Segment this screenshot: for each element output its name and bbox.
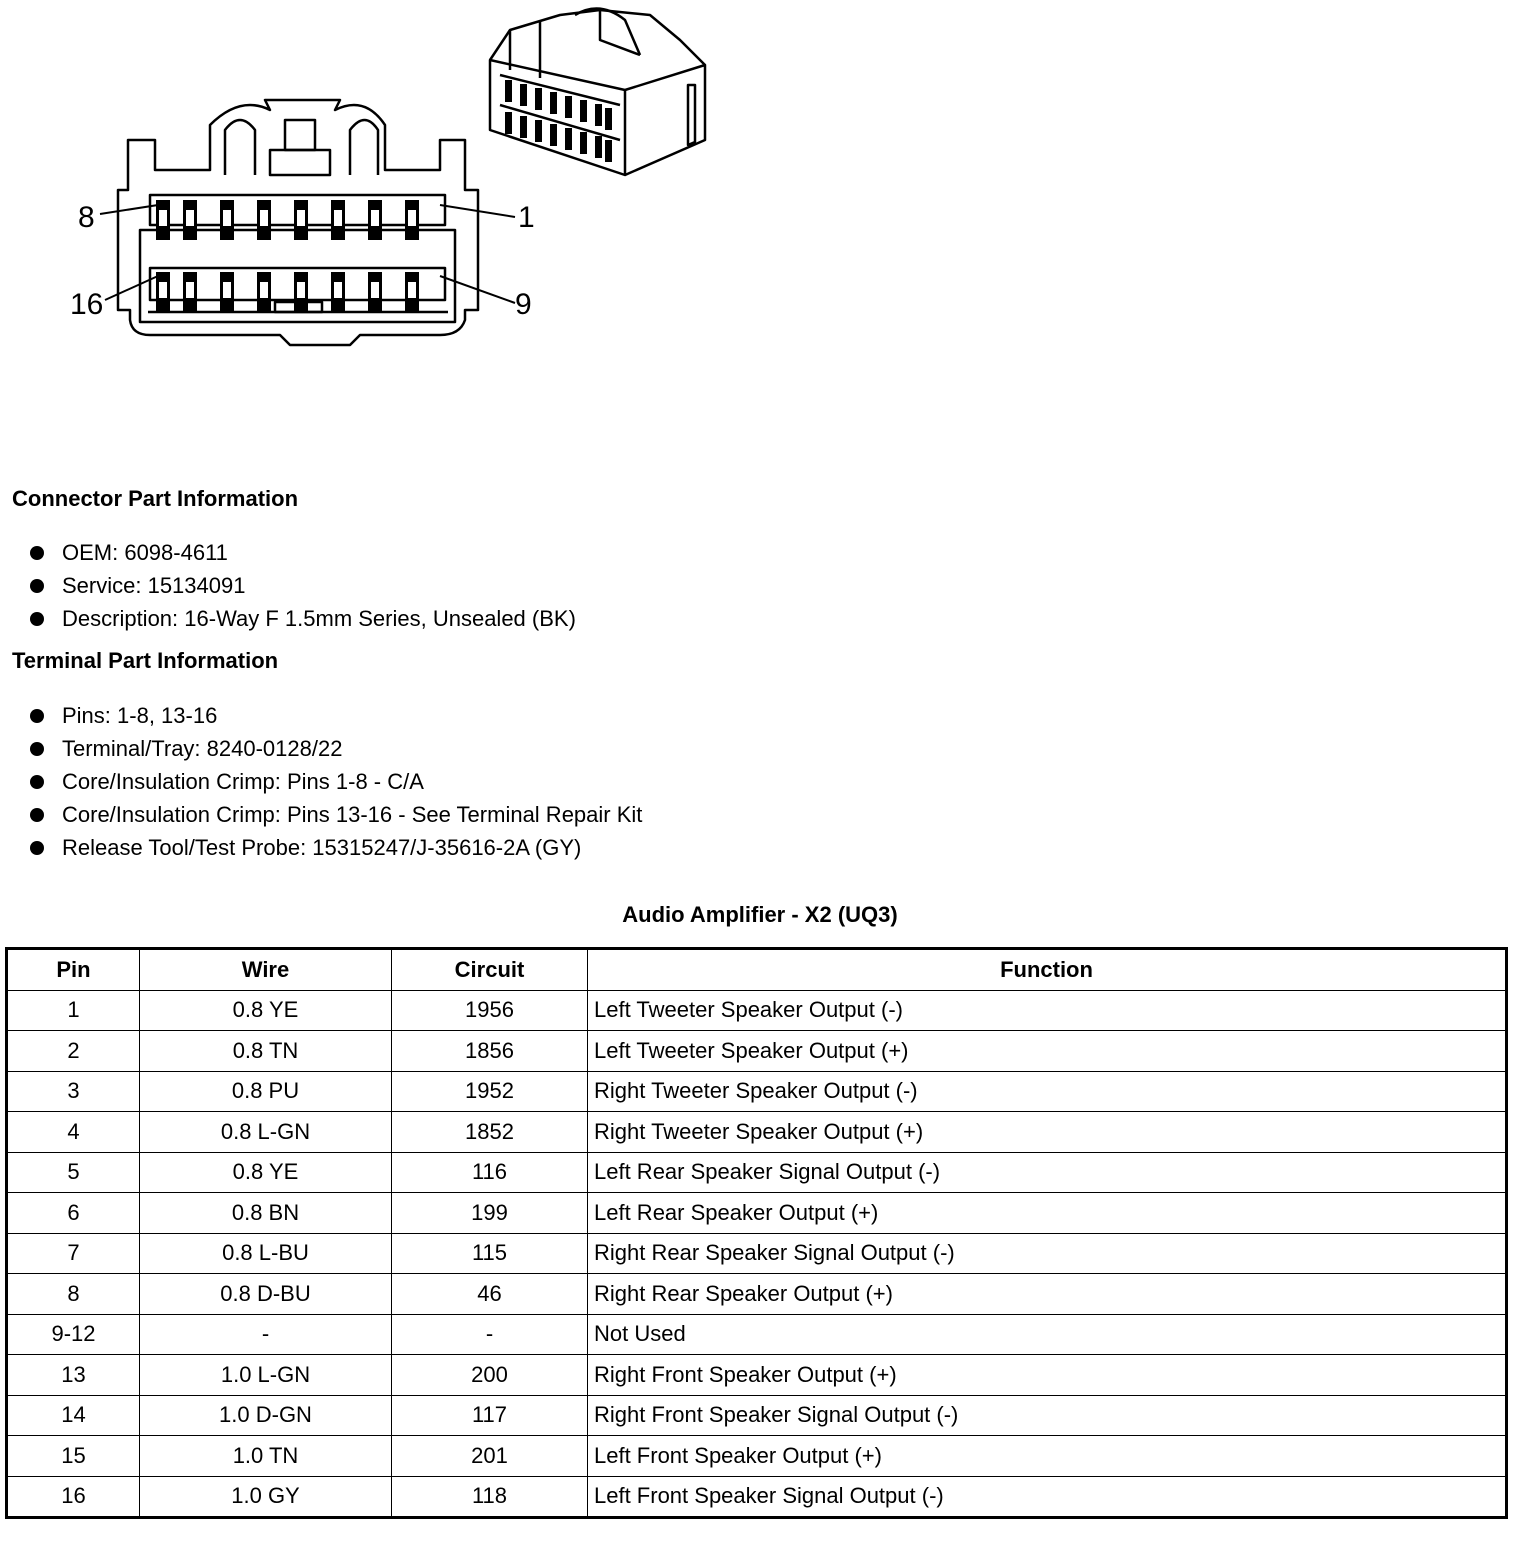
cell-function: Left Front Speaker Output (+) (588, 1436, 1507, 1477)
pin-label-16: 16 (70, 288, 104, 321)
cell-wire: 0.8 TN (140, 1031, 392, 1072)
table-row (7, 1193, 1507, 1234)
cell-pin: 2 (7, 1031, 140, 1072)
list-item: Terminal/Tray: 8240-0128/22 (30, 732, 642, 765)
table-row (7, 1233, 1507, 1274)
table-title: Audio Amplifier - X2 (UQ3) (622, 902, 898, 927)
cell-circuit: 199 (392, 1193, 588, 1234)
cell-circuit: 118 (392, 1476, 588, 1518)
cell-pin: 15 (7, 1436, 140, 1477)
cell-function: Not Used (588, 1314, 1507, 1355)
cell-circuit: 115 (392, 1233, 588, 1274)
cell-function: Right Front Speaker Signal Output (-) (588, 1395, 1507, 1436)
cell-wire: 1.0 TN (140, 1436, 392, 1477)
connector-diagram (0, 0, 760, 360)
cell-function: Right Front Speaker Output (+) (588, 1355, 1507, 1396)
list-item: Pins: 1-8, 13-16 (30, 699, 642, 732)
cell-function: Left Tweeter Speaker Output (+) (588, 1031, 1507, 1072)
list-item: Core/Insulation Crimp: Pins 1-8 - C/A (30, 765, 642, 798)
cell-wire: 1.0 D-GN (140, 1395, 392, 1436)
cell-pin: 7 (7, 1233, 140, 1274)
table-row (7, 1355, 1507, 1396)
cell-pin: 16 (7, 1476, 140, 1518)
connector-info-heading: Connector Part Information (12, 486, 299, 511)
cell-pin: 5 (7, 1152, 140, 1193)
cell-wire: 0.8 BN (140, 1193, 392, 1234)
cell-circuit: 1856 (392, 1031, 588, 1072)
cell-function: Right Rear Speaker Output (+) (588, 1274, 1507, 1315)
cell-circuit: 46 (392, 1274, 588, 1315)
cell-circuit: 1852 (392, 1112, 588, 1153)
cell-circuit: 116 (392, 1152, 588, 1193)
cell-wire: 0.8 PU (140, 1071, 392, 1112)
cell-pin: 4 (7, 1112, 140, 1153)
header-function: Function (588, 949, 1507, 991)
cell-circuit: 201 (392, 1436, 588, 1477)
connector-info-list (30, 536, 576, 635)
cell-function: Left Front Speaker Signal Output (-) (588, 1476, 1507, 1518)
list-item: Description: 16-Way F 1.5mm Series, Unsealed (BK) (30, 602, 576, 635)
cell-function: Right Tweeter Speaker Output (+) (588, 1112, 1507, 1153)
cell-pin: 8 (7, 1274, 140, 1315)
cell-function: Left Rear Speaker Signal Output (-) (588, 1152, 1507, 1193)
table-row (7, 1071, 1507, 1112)
table-row (7, 990, 1507, 1031)
cell-wire: 0.8 L-GN (140, 1112, 392, 1153)
cell-wire: - (140, 1314, 392, 1355)
cell-pin: 1 (7, 990, 140, 1031)
cell-wire: 0.8 D-BU (140, 1274, 392, 1315)
header-wire: Wire (140, 949, 392, 991)
cell-wire: 0.8 YE (140, 990, 392, 1031)
table-row (7, 1112, 1507, 1153)
table-header-row (7, 949, 1507, 991)
cell-pin: 13 (7, 1355, 140, 1396)
cell-circuit: 200 (392, 1355, 588, 1396)
cell-pin: 9-12 (7, 1314, 140, 1355)
table-row (7, 1314, 1507, 1355)
cell-circuit: 117 (392, 1395, 588, 1436)
table-row (7, 1395, 1507, 1436)
cell-pin: 14 (7, 1395, 140, 1436)
table-row (7, 1031, 1507, 1072)
list-item: OEM: 6098-4611 (30, 536, 576, 569)
pinout-table (5, 947, 1508, 1519)
cell-function: Left Rear Speaker Output (+) (588, 1193, 1507, 1234)
pin-label-1: 1 (518, 201, 535, 234)
table-row (7, 1476, 1507, 1518)
cell-wire: 0.8 L-BU (140, 1233, 392, 1274)
cell-circuit: 1952 (392, 1071, 588, 1112)
header-pin: Pin (7, 949, 140, 991)
table-row (7, 1436, 1507, 1477)
pin-label-8: 8 (78, 201, 95, 234)
cell-function: Left Tweeter Speaker Output (-) (588, 990, 1507, 1031)
cell-function: Right Tweeter Speaker Output (-) (588, 1071, 1507, 1112)
cell-wire: 1.0 L-GN (140, 1355, 392, 1396)
cell-function: Right Rear Speaker Signal Output (-) (588, 1233, 1507, 1274)
list-item: Release Tool/Test Probe: 15315247/J-35616-2A (GY) (30, 831, 642, 864)
terminal-info-list (30, 699, 642, 864)
header-circuit: Circuit (392, 949, 588, 991)
table-row (7, 1274, 1507, 1315)
cell-wire: 0.8 YE (140, 1152, 392, 1193)
list-item: Core/Insulation Crimp: Pins 13-16 - See Terminal Repair Kit (30, 798, 642, 831)
cell-circuit: - (392, 1314, 588, 1355)
cell-pin: 6 (7, 1193, 140, 1234)
list-item: Service: 15134091 (30, 569, 576, 602)
cell-pin: 3 (7, 1071, 140, 1112)
pin-label-9: 9 (515, 288, 532, 321)
cell-wire: 1.0 GY (140, 1476, 392, 1518)
terminal-info-heading: Terminal Part Information (12, 648, 279, 673)
table-row (7, 1152, 1507, 1193)
cell-circuit: 1956 (392, 990, 588, 1031)
